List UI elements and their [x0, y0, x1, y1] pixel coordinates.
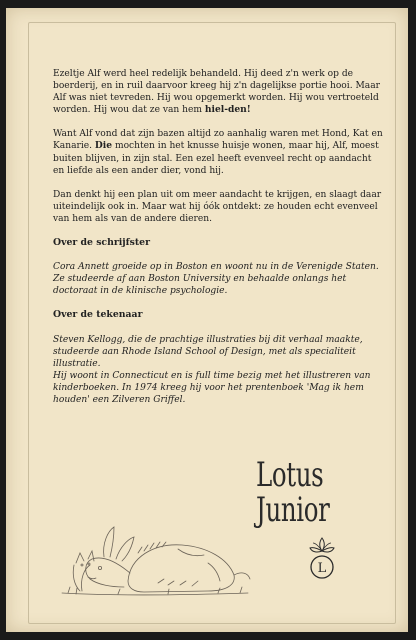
wordmark-line-1: Lotus [256, 455, 324, 495]
logo-letter: L [317, 561, 327, 576]
donkey-cat-illustration [58, 493, 253, 598]
emphasis-word: hiel-den! [204, 104, 251, 116]
book-back-cover [6, 8, 408, 632]
author-heading: Over de schrijfster [53, 237, 150, 249]
illustrator-heading: Over de tekenaar [53, 309, 143, 321]
emphasis-word: Die [94, 140, 113, 152]
blurb-paragraph-3: Dan denkt hij een plan uit om meer aandacht te krijgen, en slaagt daar uiteindelijk ook in. Maar wat hij óók ontdekt: ze houden echt evenveel van hem als van de andere dieren. [53, 189, 382, 224]
lotus-logo-icon [304, 536, 340, 580]
publisher-wordmark [256, 455, 330, 530]
author-bio: Cora Annett groeide op in Boston en woont nu in de Verenigde Staten. Ze studeerde af aan Boston University en behaalde onlangs het doctoraat in de klinische psychologie. [53, 262, 379, 297]
blurb [53, 68, 383, 406]
wordmark-line-2: Junior [256, 490, 330, 530]
illustrator-bio-1: Steven Kellogg, die de prachtige illustraties bij dit verhaal maakte, studeerde aan Rhode Island School of Design, met als specialiteit illustratie. [53, 334, 363, 369]
blurb-paragraph-1: Ezeltje Alf werd heel redelijk behandeld. Hij deed z'n werk op de boerderij, en in ruil daarvoor kreeg hij z'n dagelijkse portie hooi. Maar Alf was niet tevreden. Hij wou opgemerkt worden. Hij wou vertroeteld worden. Hij wou dat ze van hem hiel-den! [53, 69, 380, 116]
illustrator-bio-2: Hij woont in Connecticut en is full time bezig met het illustreren van kinderboeken. In 1974 kreeg hij voor het prentenboek 'Mag ik hem houden' een Zilveren Griffel. [53, 370, 371, 405]
blurb-paragraph-2: Want Alf vond dat zijn bazen altijd zo aanhalig waren met Hond, Kat en Kanarie. Die mochten in het knusse huisje wonen, maar hij, Alf, moest buiten blijven, in zijn stal. Een ezel heeft evenveel recht op aandacht en liefde als een ander dier, vond hij. [53, 129, 383, 176]
